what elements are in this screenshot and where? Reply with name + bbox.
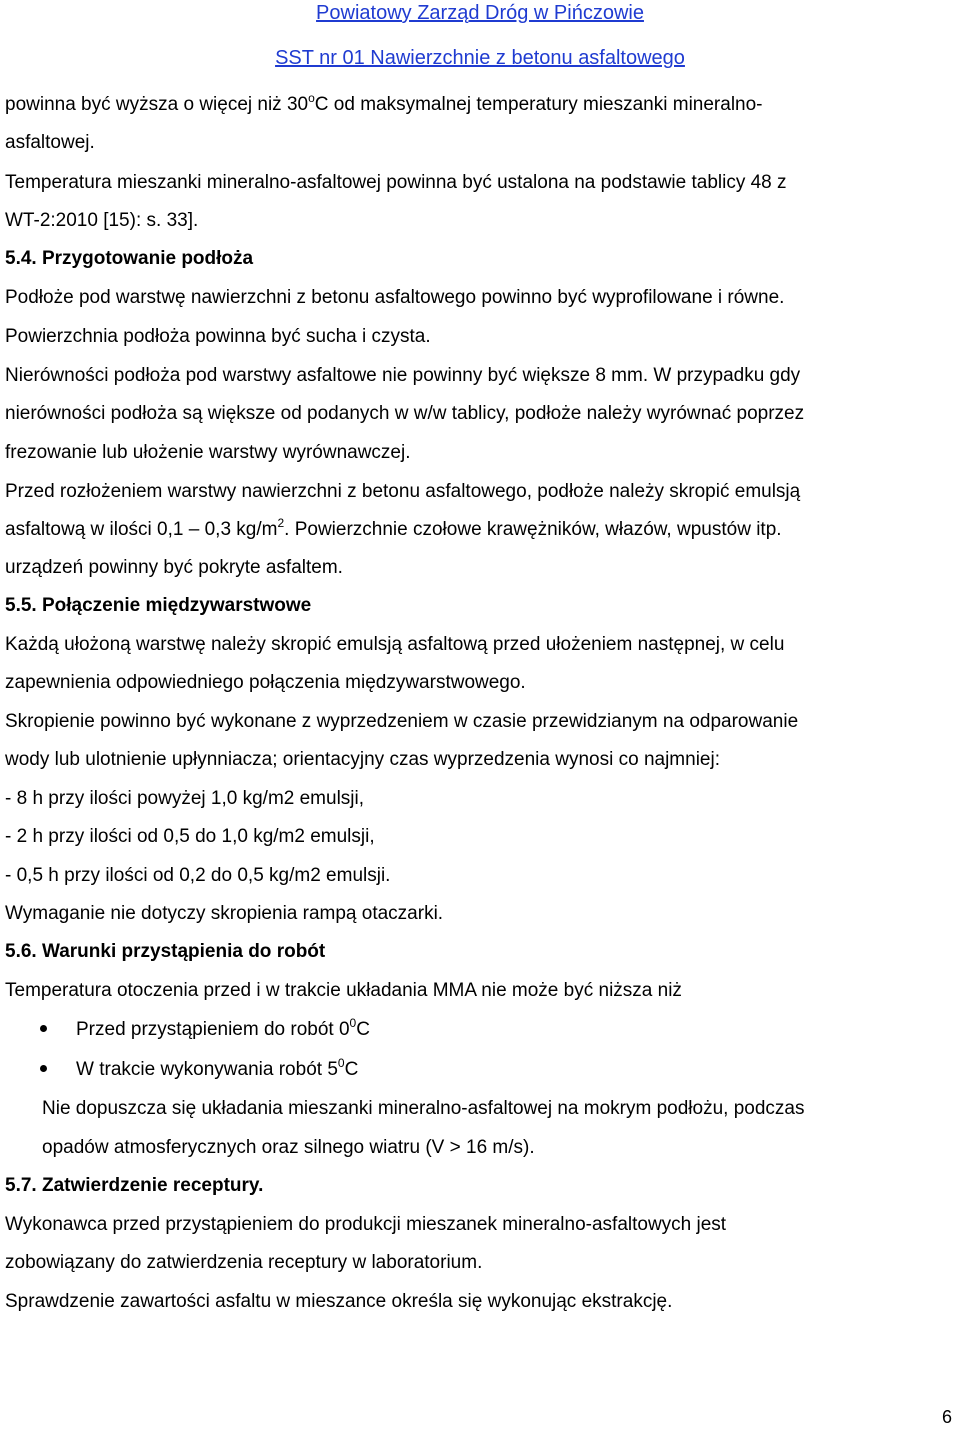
bullet-icon (40, 1025, 47, 1032)
document-header-sst: SST nr 01 Nawierzchnie z betonu asfaltowego (275, 47, 685, 69)
text-line: Podłoże pod warstwę nawierzchni z betonu asfaltowego powinno być wyprofilowane i równe. (5, 287, 785, 308)
list-item: - 8 h przy ilości powyżej 1,0 kg/m2 emulsji, (5, 788, 365, 809)
text-line: zapewnienia odpowiedniego połączenia międzywarstwowego. (5, 672, 526, 693)
page-number: 6 (941, 1407, 952, 1427)
text-line: asfaltowej. (5, 132, 95, 153)
list-item: - 0,5 h przy ilości od 0,2 do 0,5 kg/m2 emulsji. (5, 865, 391, 886)
text-line: frezowanie lub ułożenie warstwy wyrównawczej. (5, 442, 411, 463)
section-heading-5-5: 5.5. Połączenie międzywarstwowe (5, 595, 312, 616)
section-heading-5-7: 5.7. Zatwierdzenie receptury. (5, 1175, 264, 1196)
text-line: wody lub ulotnienie upłynniacza; orientacyjny czas wyprzedzenia wynosi co najmniej: (5, 749, 720, 770)
section-heading-5-6: 5.6. Warunki przystąpienia do robót (5, 941, 326, 962)
text-line: opadów atmosferycznych oraz silnego wiatru (V > 16 m/s). (42, 1137, 535, 1158)
list-item: - 2 h przy ilości od 0,5 do 1,0 kg/m2 emulsji, (5, 826, 375, 847)
text-line: Każdą ułożoną warstwę należy skropić emulsją asfaltową przed ułożeniem następnej, w celu (5, 634, 785, 655)
section-heading-5-4: 5.4. Przygotowanie podłoża (5, 248, 254, 269)
text-line: powinna być wyższa o więcej niż 30$^o$C od maksymalnej temperatury mieszanki mineralno- (5, 91, 763, 115)
bullet-item: W trakcie wykonywania robót $5^0C$ (76, 1056, 359, 1080)
text-line: Wymaganie nie dotyczy skropienia rampą otaczarki. (5, 903, 444, 924)
text-line: Temperatura mieszanki mineralno-asfaltowej powinna być ustalona na podstawie tablicy 48 z (5, 172, 787, 193)
document-header-org: Powiatowy Zarząd Dróg w Pińczowie (316, 2, 644, 24)
text-line: urządzeń powinny być pokryte asfaltem. (5, 557, 343, 578)
text-line: WT-2:2010 [15): s. 33]. (5, 210, 199, 231)
bullet-icon (40, 1065, 47, 1072)
text-line: Powierzchnia podłoża powinna być sucha i czysta. (5, 326, 431, 347)
text-line: Przed rozłożeniem warstwy nawierzchni z betonu asfaltowego, podłoże należy skropić emulsją (5, 481, 801, 502)
text-line: Wykonawca przed przystąpieniem do produkcji mieszanek mineralno-asfaltowych jest (5, 1214, 727, 1235)
text-line: Skropienie powinno być wykonane z wyprzedzeniem w czasie przewidzianym na odparowanie (5, 711, 799, 732)
text-line: Nie dopuszcza się układania mieszanki mineralno-asfaltowej na mokrym podłożu, podczas (42, 1098, 805, 1119)
text-line: nierówności podłoża są większe od podanych w w/w tablicy, podłoże należy wyrównać poprzez (5, 403, 805, 424)
bullet-item: Przed przystąpieniem do robót $0^0C$ (76, 1016, 370, 1040)
text-line: zobowiązany do zatwierdzenia receptury w laboratorium. (5, 1252, 483, 1273)
text-line: Temperatura otoczenia przed i w trakcie układania MMA nie może być niższa niż (5, 980, 682, 1001)
text-line: asfaltową w ilości 0,1 – 0,3 $kg/m^2$. Powierzchnie czołowe krawężników, włazów, wpustów itp. (5, 516, 782, 540)
text-line: Sprawdzenie zawartości asfaltu w mieszance określa się wykonując ekstrakcję. (5, 1291, 673, 1312)
text-line: Nierówności podłoża pod warstwy asfaltowe nie powinny być większe 8 mm. W przypadku gdy (5, 365, 801, 386)
